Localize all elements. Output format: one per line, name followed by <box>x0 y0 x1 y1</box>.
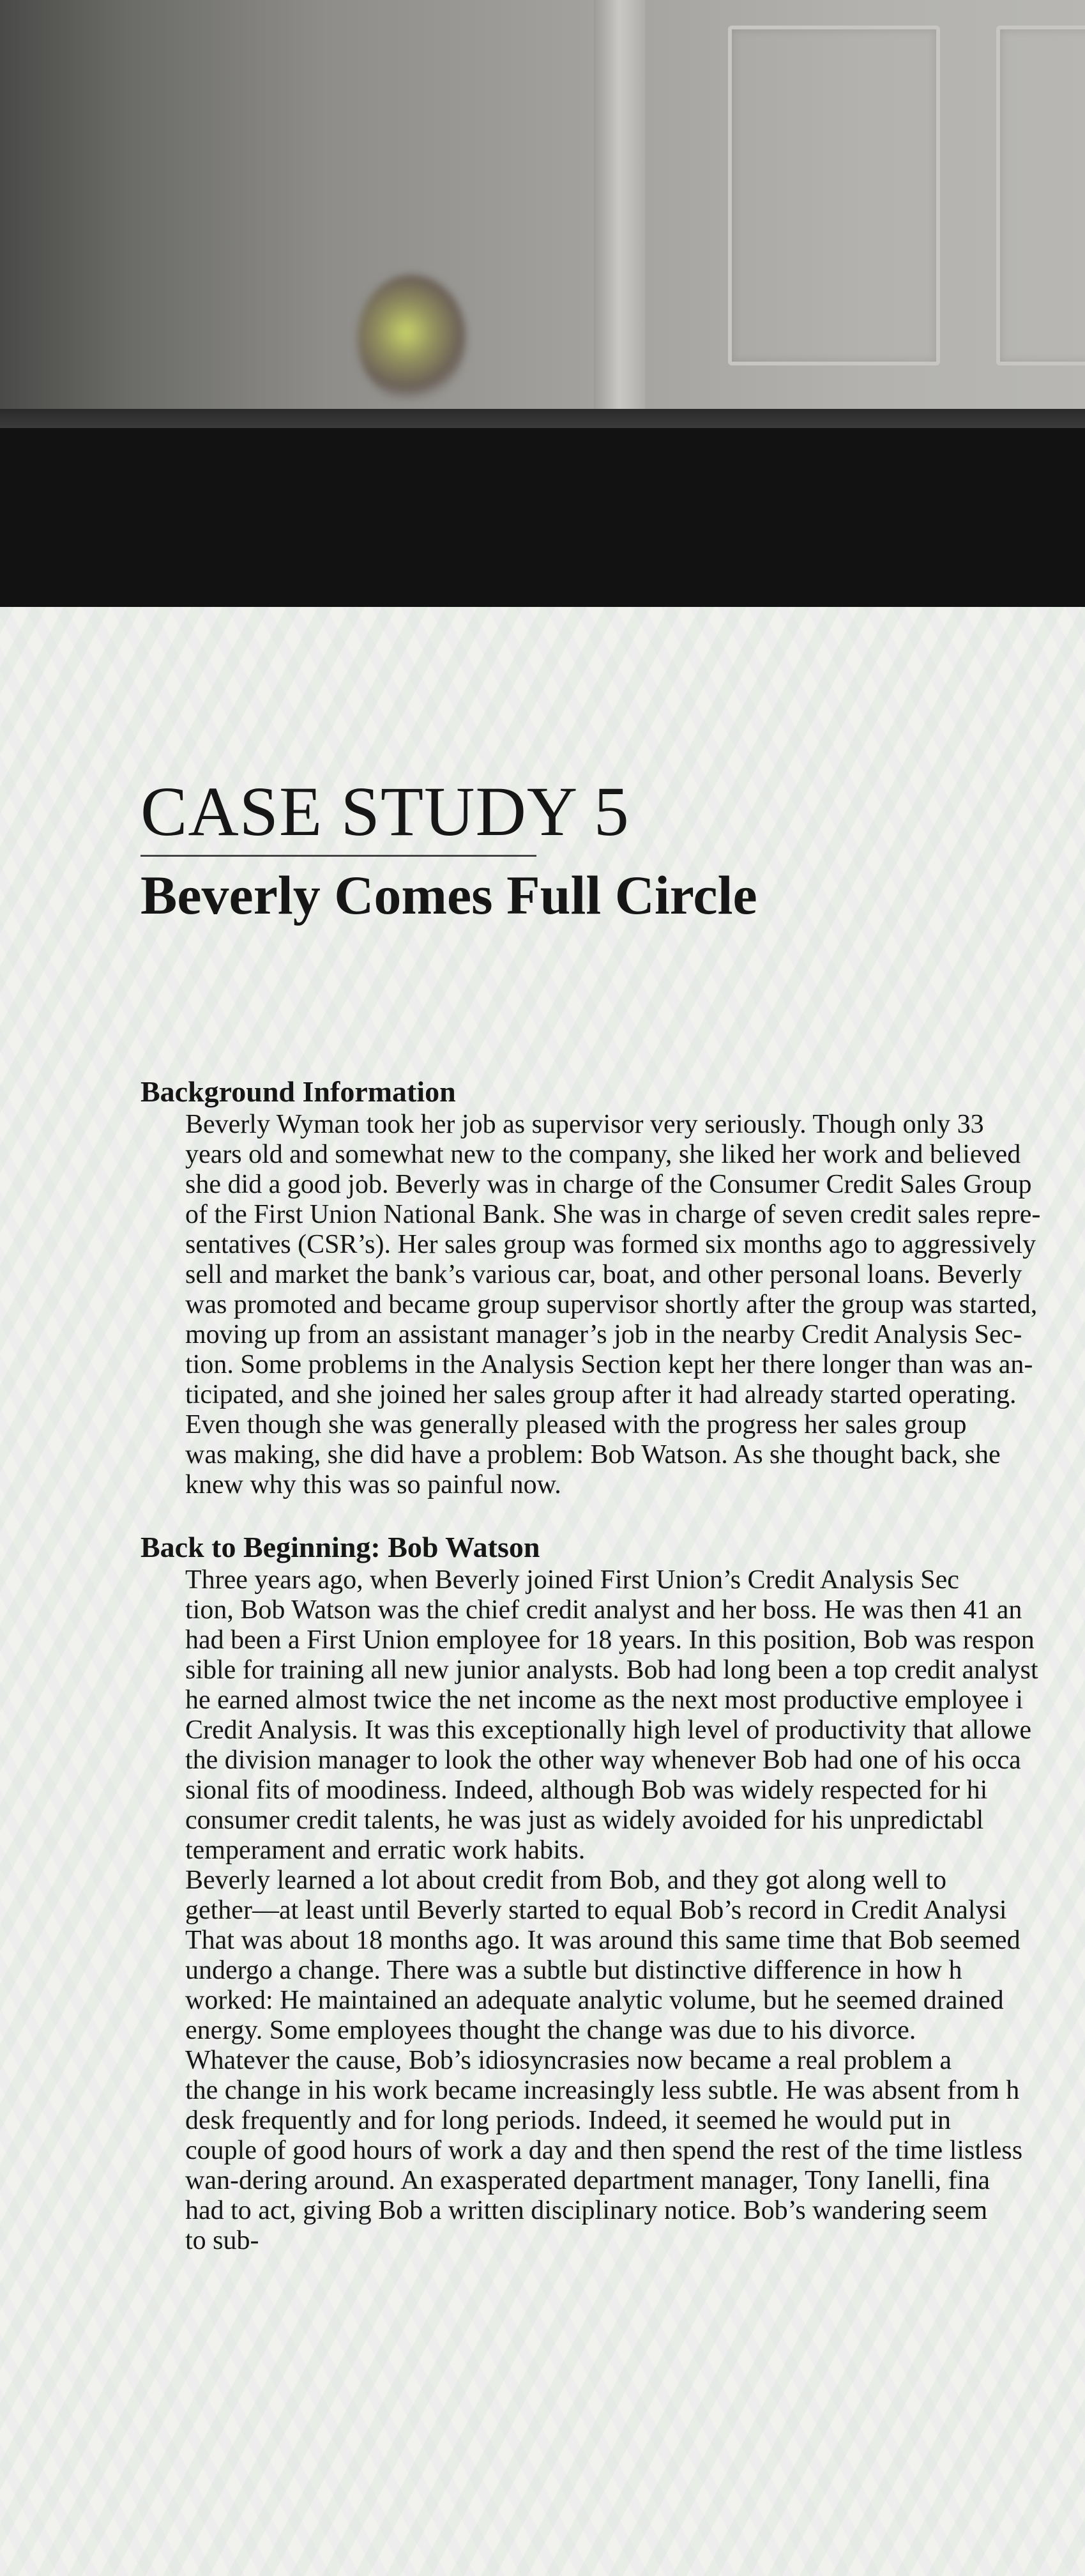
text-line: sentatives (CSR’s). Her sales group was formed six months ago to aggressively <box>185 1230 1036 1259</box>
text-line: Three years ago, when Beverly joined First Union’s Credit Analysis Sec <box>185 1565 959 1595</box>
text-line: the change in his work became increasingly less subtle. He was absent from h <box>185 2076 1020 2105</box>
text-line: had to act, giving Bob a written disciplinary notice. Bob’s wandering seem <box>185 2196 988 2225</box>
text-line: moving up from an assistant manager’s job in the nearby Credit Analysis Sec- <box>185 1320 1022 1349</box>
text-line: energy. Some employees thought the change was due to his divorce. <box>185 2016 916 2045</box>
text-line: ticipated, and she joined her sales group after it had already started operating. <box>185 1380 1017 1409</box>
text-line: to sub- <box>185 2226 259 2255</box>
text-line: he earned almost twice the net income as the next most productive employee i <box>185 1685 1024 1715</box>
text-line: consumer credit talents, he was just as widely avoided for his unpredictabl <box>185 1805 984 1835</box>
document-page <box>140 773 1085 2256</box>
text-line: Beverly Wyman took her job as supervisor very seriously. Though only 33 <box>185 1110 984 1139</box>
paragraph <box>140 1410 1085 1500</box>
text-line: was making, she did have a problem: Bob Watson. As she thought back, she <box>185 1440 1001 1469</box>
text-line: desk frequently and for long periods. Indeed, it seemed he would put in <box>185 2106 952 2135</box>
case-study-title: Beverly Comes Full Circle <box>140 864 757 926</box>
text-line: undergo a change. There was a subtle but distinctive difference in how h <box>185 1956 962 1985</box>
door-panel <box>728 26 940 365</box>
text-line: Whatever the cause, Bob’s idiosyncrasies now became a real problem a <box>185 2046 952 2075</box>
text-line: Even though she was generally pleased with the progress her sales group <box>185 1410 967 1439</box>
door-panel <box>996 26 1085 365</box>
text-line: tion. Some problems in the Analysis Section kept her there longer than was an- <box>185 1350 1033 1379</box>
text-line: wan-dering around. An exasperated department manager, Tony Ianelli, fina <box>185 2166 990 2195</box>
text-line: the division manager to look the other way whenever Bob had one of his occa <box>185 1745 1021 1775</box>
background-room <box>0 0 1085 415</box>
text-line: Credit Analysis. It was this exceptionally high level of productivity that allowe <box>185 1715 1032 1745</box>
text-line: tion, Bob Watson was the chief credit analyst and her boss. He was then 41 an <box>185 1595 1022 1625</box>
monitor-screen <box>0 607 1085 2576</box>
section-heading-bob-watson: Back to Beginning: Bob Watson <box>140 1531 540 1563</box>
title-rule <box>140 855 536 857</box>
text-line: had been a First Union employee for 18 years. In this position, Bob was respon <box>185 1625 1035 1655</box>
text-line: sional fits of moodiness. Indeed, although Bob was widely respected for hi <box>185 1775 988 1805</box>
paragraph <box>140 1110 1085 1410</box>
text-line: temperament and erratic work habits. <box>185 1836 586 1865</box>
text-line: sell and market the bank’s various car, boat, and other personal loans. Beverly <box>185 1260 1022 1289</box>
text-line: sible for training all new junior analysts. Bob had long been a top credit analyst <box>185 1655 1038 1685</box>
paragraph <box>140 1565 1085 1866</box>
text-line: knew why this was so painful now. <box>185 1470 561 1499</box>
text-line: Beverly learned a lot about credit from Bob, and they got along well to <box>185 1866 946 1895</box>
plant-blur <box>358 275 466 402</box>
monitor-bezel <box>0 428 1085 607</box>
text-line: she did a good job. Beverly was in charge of the Consumer Credit Sales Group <box>185 1170 1032 1199</box>
text-line: worked: He maintained an adequate analytic volume, but he seemed drained <box>185 1986 1004 2015</box>
case-study-label: CASE STUDY 5 <box>140 772 630 850</box>
paragraph <box>140 1866 1085 2046</box>
text-line: gether—at least until Beverly started to equal Bob’s record in Credit Analysi <box>185 1896 1007 1925</box>
text-line: years old and somewhat new to the company, she liked her work and believed <box>185 1140 1021 1169</box>
text-line: couple of good hours of work a day and then spend the rest of the time listless <box>185 2136 1023 2165</box>
text-line: That was about 18 months ago. It was around this same time that Bob seemed <box>185 1926 1021 1955</box>
monitor-top-edge <box>0 409 1085 428</box>
paragraph <box>140 2046 1085 2256</box>
section-heading-background: Background Information <box>140 1075 456 1108</box>
door-frame <box>594 0 645 415</box>
text-line: of the First Union National Bank. She was in charge of seven credit sales repre- <box>185 1200 1041 1229</box>
text-line: was promoted and became group supervisor shortly after the group was started, <box>185 1290 1038 1319</box>
